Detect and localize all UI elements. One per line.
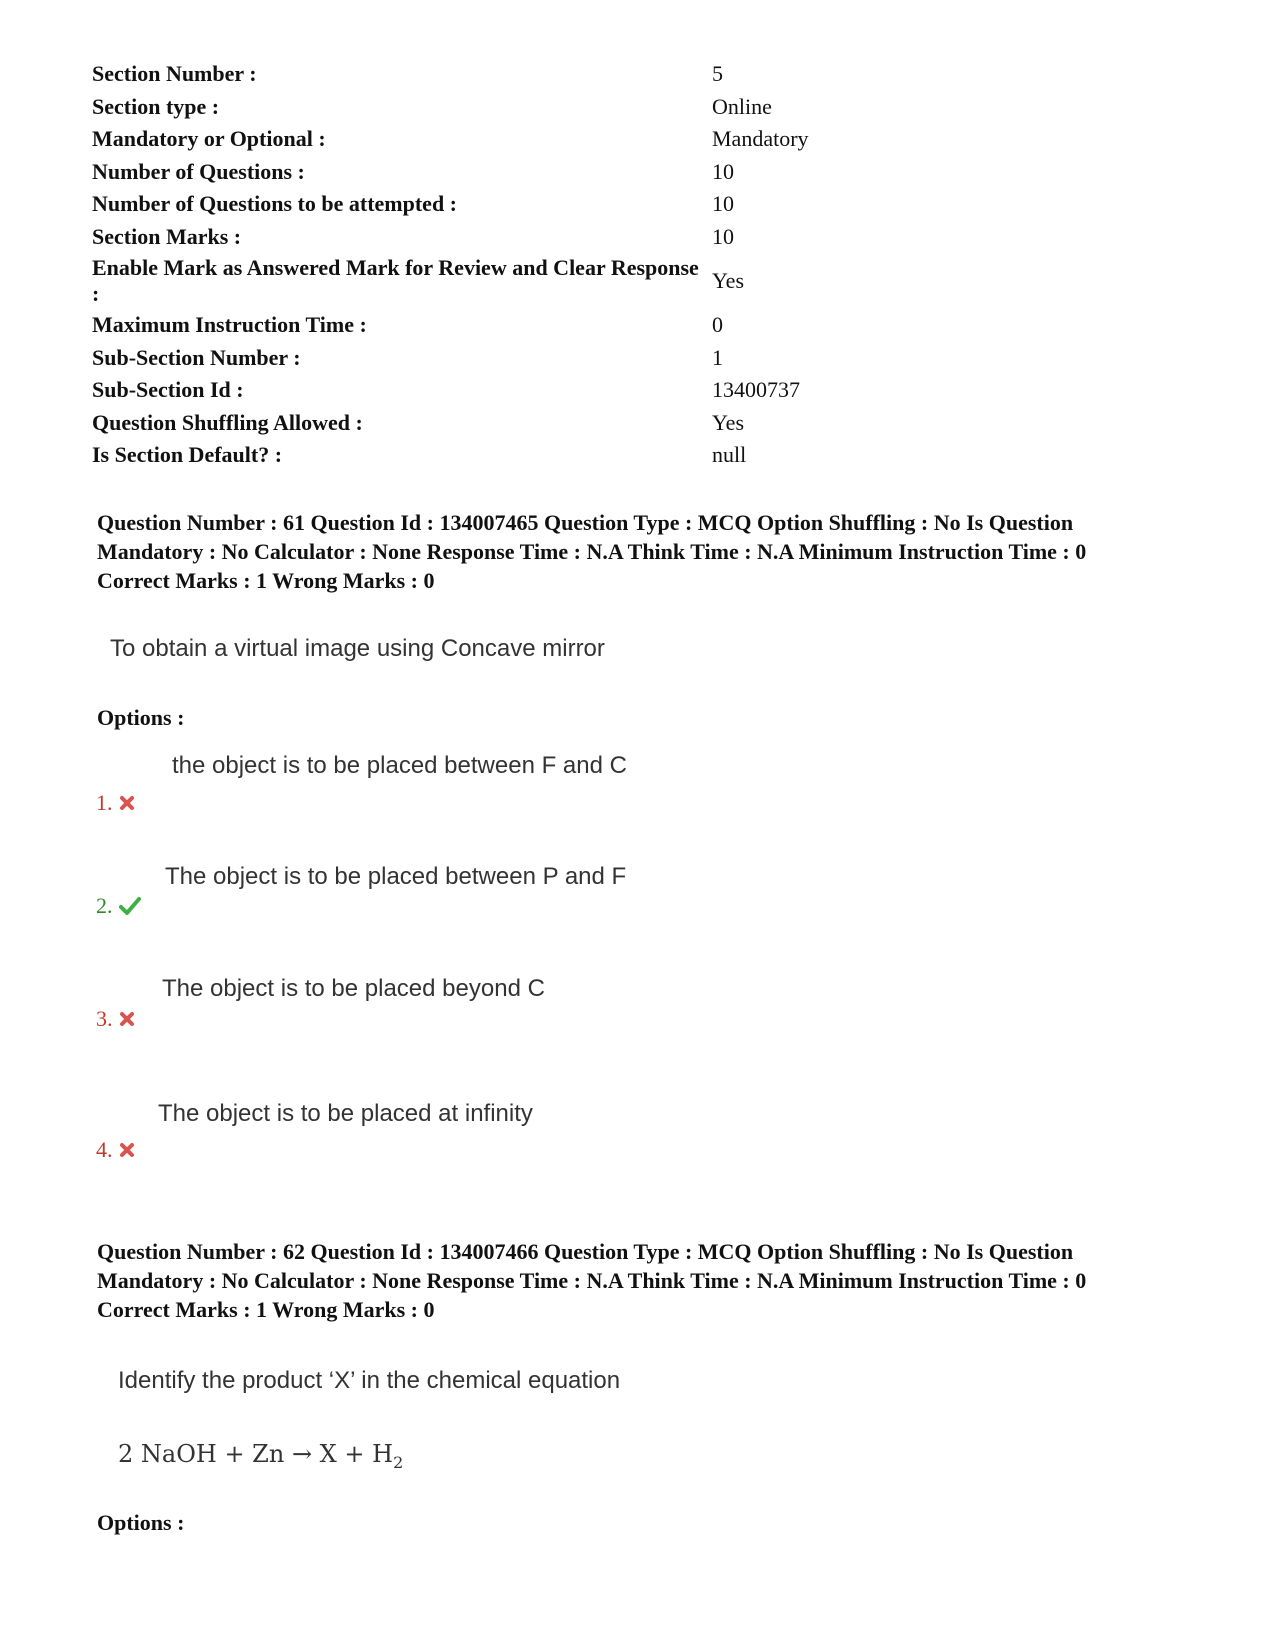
option-number: 4. bbox=[96, 1137, 113, 1162]
info-value: null bbox=[712, 442, 747, 468]
info-label: Number of Questions : bbox=[92, 158, 305, 184]
question-header-line: Mandatory : No Calculator : None Response Time : N.A Think Time : N.A Minimum Instruction Time : 0 bbox=[97, 539, 1087, 564]
info-value: 10 bbox=[712, 191, 734, 217]
question-header-line: Question Number : 62 Question Id : 134007466 Question Type : MCQ Option Shuffling : No Is Question bbox=[97, 1239, 1074, 1264]
info-value: Yes bbox=[712, 409, 745, 435]
info-row bbox=[92, 221, 1092, 254]
info-row bbox=[92, 58, 1092, 91]
question-header-line: Question Number : 61 Question Id : 134007465 Question Type : MCQ Option Shuffling : No Is Question bbox=[97, 510, 1074, 535]
info-row bbox=[92, 439, 1092, 472]
info-label: Sub-Section Number : bbox=[92, 344, 301, 370]
info-label: Enable Mark as Answered Mark for Review and Clear Response : bbox=[92, 255, 699, 306]
question-62-header bbox=[97, 1237, 1197, 1324]
option-2 bbox=[96, 893, 141, 919]
cross-icon bbox=[119, 1011, 135, 1027]
info-value: 10 bbox=[712, 158, 734, 184]
info-value: 5 bbox=[712, 61, 723, 87]
section-info-table bbox=[92, 58, 1092, 472]
question-61-header bbox=[97, 508, 1197, 595]
info-row bbox=[92, 91, 1092, 124]
info-label: Section Marks : bbox=[92, 223, 242, 249]
options-label: Options : bbox=[97, 705, 185, 730]
chemical-equation bbox=[118, 1440, 403, 1472]
info-value: Online bbox=[712, 93, 772, 119]
question-62-text: Identify the product ‘X’ in the chemical equation bbox=[118, 1367, 621, 1394]
cross-icon bbox=[119, 795, 135, 811]
info-row bbox=[92, 123, 1092, 156]
question-header-line: Correct Marks : 1 Wrong Marks : 0 bbox=[97, 568, 435, 593]
option-4 bbox=[96, 1137, 135, 1163]
info-value: Yes bbox=[712, 268, 745, 293]
info-label: Number of Questions to be attempted : bbox=[92, 191, 458, 217]
info-value: Mandatory bbox=[712, 126, 809, 152]
option-text: the object is to be placed between F and C bbox=[172, 752, 627, 779]
options-label: Options : bbox=[97, 1510, 185, 1535]
question-header-line: Correct Marks : 1 Wrong Marks : 0 bbox=[97, 1297, 435, 1322]
equation-main: 2 NaOH + Zn → X + H bbox=[118, 1440, 394, 1468]
info-label: Section Number : bbox=[92, 61, 257, 87]
info-label: Question Shuffling Allowed : bbox=[92, 409, 363, 435]
info-value: 13400737 bbox=[712, 377, 800, 403]
info-label: Sub-Section Id : bbox=[92, 377, 244, 403]
question-61-text: To obtain a virtual image using Concave mirror bbox=[110, 635, 605, 662]
option-number: 2. bbox=[96, 893, 113, 918]
option-number: 3. bbox=[96, 1006, 113, 1031]
question-header-line: Mandatory : No Calculator : None Response Time : N.A Think Time : N.A Minimum Instruction Time : 0 bbox=[97, 1268, 1087, 1293]
info-row bbox=[92, 253, 1092, 309]
info-row bbox=[92, 309, 1092, 342]
info-value: 0 bbox=[712, 312, 723, 338]
info-value: 10 bbox=[712, 223, 734, 249]
info-label: Is Section Default? : bbox=[92, 442, 283, 468]
option-3 bbox=[96, 1006, 135, 1032]
info-row bbox=[92, 188, 1092, 221]
info-row bbox=[92, 342, 1092, 375]
cross-icon bbox=[119, 1142, 135, 1158]
info-label: Mandatory or Optional : bbox=[92, 126, 326, 152]
info-row bbox=[92, 374, 1092, 407]
option-number: 1. bbox=[96, 790, 113, 815]
option-text: The object is to be placed at infinity bbox=[158, 1100, 533, 1127]
info-label: Maximum Instruction Time : bbox=[92, 312, 367, 338]
info-row bbox=[92, 156, 1092, 189]
equation-subscript: 2 bbox=[393, 1452, 404, 1472]
option-text: The object is to be placed beyond C bbox=[162, 975, 545, 1002]
option-1 bbox=[96, 790, 135, 816]
option-text: The object is to be placed between P and F bbox=[165, 863, 627, 890]
info-row bbox=[92, 407, 1092, 440]
info-label: Section type : bbox=[92, 93, 220, 119]
check-icon bbox=[119, 896, 141, 916]
info-value: 1 bbox=[712, 344, 723, 370]
